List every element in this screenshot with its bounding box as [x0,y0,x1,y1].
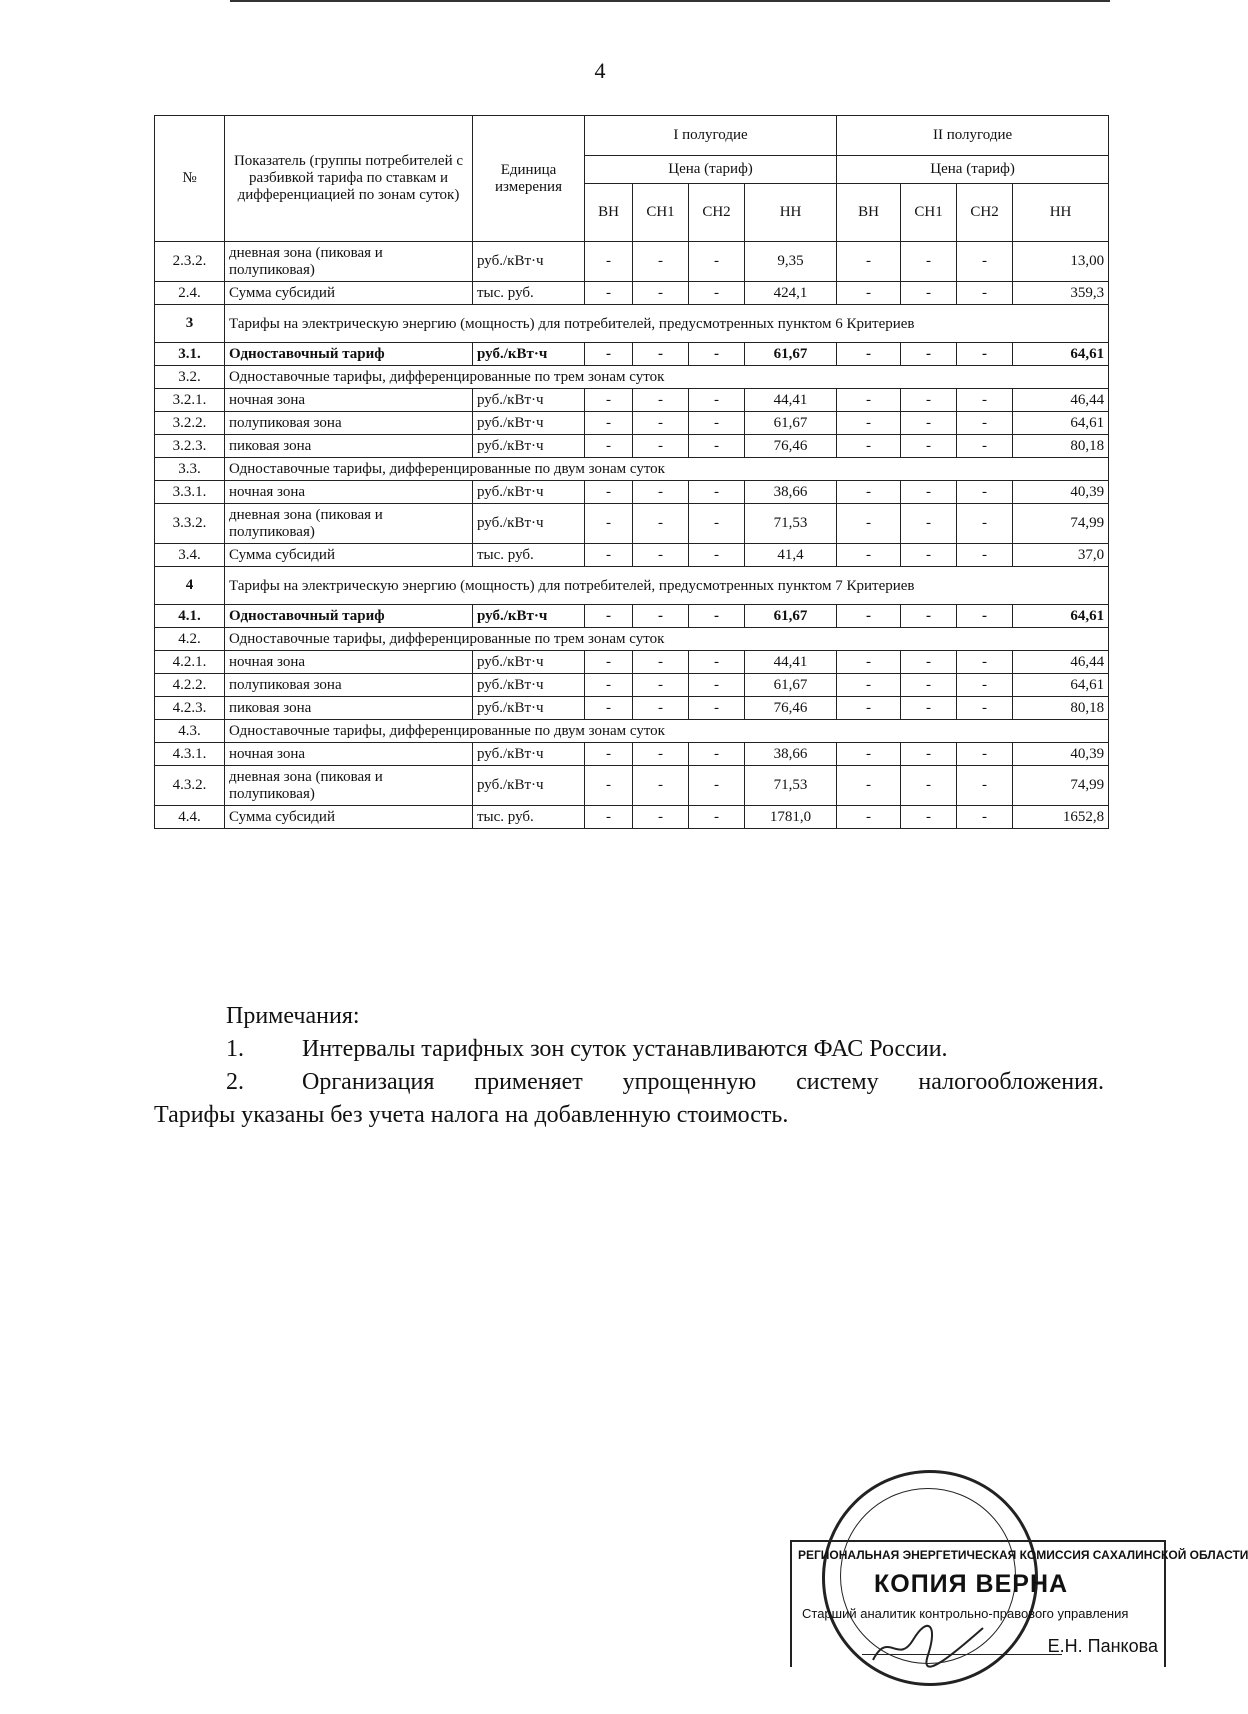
row-unit: руб./кВт·ч [473,435,585,458]
h1-value: - [585,412,633,435]
row-name: Сумма субсидий [225,806,473,829]
h2-value: - [957,242,1013,282]
h2-value-nn: 40,39 [1013,743,1109,766]
h2-value-nn: 46,44 [1013,651,1109,674]
h1-value-nn: 76,46 [745,435,837,458]
h1-value-nn: 61,67 [745,674,837,697]
h2-value: - [957,282,1013,305]
h2-value-nn: 359,3 [1013,282,1109,305]
h2-value: - [957,343,1013,366]
h2-value: - [957,435,1013,458]
group-title: Одноставочные тарифы, дифференцированные по трем зонам суток [225,366,1109,389]
table-row [155,567,1109,605]
row-number: 3.2.3. [155,435,225,458]
row-number: 3.2. [155,366,225,389]
h2-value-nn: 46,44 [1013,389,1109,412]
h2-value-nn: 74,99 [1013,766,1109,806]
row-number: 3.3. [155,458,225,481]
h1-value: - [633,343,689,366]
h2-value: - [837,697,901,720]
row-unit: руб./кВт·ч [473,651,585,674]
h1-value: - [689,504,745,544]
h1-value: - [689,343,745,366]
note-text: Организация применяет упрощенную систему налогообложения. [302,1069,1104,1095]
h1-value: - [585,674,633,697]
h1-value: - [689,697,745,720]
h2-value: - [901,504,957,544]
row-number: 4 [155,567,225,605]
h1-value-nn: 38,66 [745,481,837,504]
table-row [155,282,1109,305]
h2-value: - [837,389,901,412]
h1-value: - [689,282,745,305]
table-row [155,435,1109,458]
h1-value: - [633,766,689,806]
h2-value: - [957,766,1013,806]
h1-value: - [689,674,745,697]
h2-value: - [901,806,957,829]
h1-value: - [633,544,689,567]
group-title: Одноставочные тарифы, дифференцированные по двум зонам суток [225,458,1109,481]
group-title: Одноставочные тарифы, дифференцированные по трем зонам суток [225,628,1109,651]
h2-value: - [837,504,901,544]
page-number: 4 [594,58,606,83]
row-name: полупиковая зона [225,412,473,435]
certification-stamp [782,1450,1248,1680]
row-number: 4.2.1. [155,651,225,674]
h2-value: - [957,544,1013,567]
h2-value-nn: 64,61 [1013,674,1109,697]
h2-value: - [901,435,957,458]
h2-value: - [837,435,901,458]
header-level: СН2 [957,184,1013,242]
row-name: дневная зона (пиковая и полупиковая) [225,766,473,806]
h2-value: - [901,743,957,766]
h1-value-nn: 1781,0 [745,806,837,829]
row-name: ночная зона [225,481,473,504]
h2-value: - [901,389,957,412]
h1-value: - [689,412,745,435]
h2-value-nn: 64,61 [1013,605,1109,628]
header-price-2: Цена (тариф) [837,156,1109,184]
h1-value: - [585,806,633,829]
h2-value: - [957,481,1013,504]
row-number: 2.4. [155,282,225,305]
h1-value: - [585,504,633,544]
h1-value-nn: 61,67 [745,343,837,366]
h2-value: - [901,651,957,674]
h1-value: - [585,242,633,282]
note-item [154,1033,1104,1066]
h2-value: - [837,605,901,628]
h2-value: - [837,743,901,766]
row-number: 4.4. [155,806,225,829]
row-unit: руб./кВт·ч [473,481,585,504]
section-title: Тарифы на электрическую энергию (мощность) для потребителей, предусмотренных пунктом 7 Критериев [225,567,1109,605]
h2-value: - [957,674,1013,697]
h2-value: - [901,412,957,435]
table-row [155,766,1109,806]
row-number: 3.4. [155,544,225,567]
h2-value-nn: 13,00 [1013,242,1109,282]
h1-value: - [585,435,633,458]
row-name: пиковая зона [225,697,473,720]
h1-value: - [633,389,689,412]
h1-value: - [689,389,745,412]
h1-value-nn: 424,1 [745,282,837,305]
notes [154,1000,1104,1132]
h2-value: - [837,766,901,806]
h1-value-nn: 44,41 [745,389,837,412]
table-row [155,412,1109,435]
header-level: НН [1013,184,1109,242]
row-unit: руб./кВт·ч [473,605,585,628]
h1-value: - [633,242,689,282]
h1-value: - [633,697,689,720]
h1-value-nn: 76,46 [745,697,837,720]
h1-value-nn: 44,41 [745,651,837,674]
h2-value-nn: 74,99 [1013,504,1109,544]
h2-value: - [901,697,957,720]
row-name: Сумма субсидий [225,282,473,305]
h2-value-nn: 64,61 [1013,412,1109,435]
h2-value: - [957,389,1013,412]
table-row [155,458,1109,481]
table-row [155,366,1109,389]
h2-value: - [957,605,1013,628]
h1-value: - [689,766,745,806]
table-row [155,504,1109,544]
stamp-title: КОПИЯ ВЕРНА [874,1570,1069,1598]
row-name: дневная зона (пиковая и полупиковая) [225,242,473,282]
group-title: Одноставочные тарифы, дифференцированные по двум зонам суток [225,720,1109,743]
h1-value-nn: 61,67 [745,412,837,435]
header-unit: Единица измерения [473,116,585,242]
table-row [155,305,1109,343]
h2-value: - [901,481,957,504]
h1-value: - [633,674,689,697]
stamp-signer: Е.Н. Панкова [1047,1636,1158,1656]
row-unit: тыс. руб. [473,806,585,829]
row-number: 4.3. [155,720,225,743]
note-item [154,1066,1104,1099]
row-number: 3.2.1. [155,389,225,412]
row-name: ночная зона [225,651,473,674]
row-unit: руб./кВт·ч [473,343,585,366]
header-half2: II полугодие [837,116,1109,156]
h1-value-nn: 71,53 [745,504,837,544]
top-border-line [230,0,1110,2]
h2-value: - [901,544,957,567]
header-level: СН2 [689,184,745,242]
h2-value-nn: 40,39 [1013,481,1109,504]
table-row [155,743,1109,766]
h2-value: - [837,242,901,282]
row-unit: руб./кВт·ч [473,412,585,435]
h1-value: - [585,766,633,806]
header-level: НН [745,184,837,242]
row-name: дневная зона (пиковая и полупиковая) [225,504,473,544]
h1-value: - [689,651,745,674]
stamp-position: Старший аналитик контрольно-правового управления [802,1606,1129,1621]
row-unit: руб./кВт·ч [473,697,585,720]
h1-value: - [633,282,689,305]
row-number: 3 [155,305,225,343]
h1-value-nn: 41,4 [745,544,837,567]
section-title: Тарифы на электрическую энергию (мощность) для потребителей, предусмотренных пунктом 6 Критериев [225,305,1109,343]
row-unit: тыс. руб. [473,544,585,567]
header-level: ВН [837,184,901,242]
row-unit: руб./кВт·ч [473,743,585,766]
row-number: 3.1. [155,343,225,366]
header-indicator: Показатель (группы потребителей с разбивкой тарифа по ставкам и дифференциацией по зонам суток) [225,116,473,242]
h1-value: - [585,697,633,720]
h1-value: - [585,651,633,674]
row-unit: руб./кВт·ч [473,674,585,697]
h1-value: - [585,743,633,766]
stamp-org: РЕГИОНАЛЬНАЯ ЭНЕРГЕТИЧЕСКАЯ КОМИССИЯ САХАЛИНСКОЙ ОБЛАСТИ [798,1548,1248,1562]
h2-value: - [837,674,901,697]
header-price-1: Цена (тариф) [585,156,837,184]
table-row [155,697,1109,720]
h2-value: - [957,412,1013,435]
h1-value: - [689,743,745,766]
h1-value: - [585,343,633,366]
h1-value: - [585,282,633,305]
h2-value: - [837,544,901,567]
header-half1: I полугодие [585,116,837,156]
h1-value: - [689,242,745,282]
h1-value: - [689,605,745,628]
h2-value: - [957,697,1013,720]
h2-value: - [901,242,957,282]
h2-value: - [837,481,901,504]
h2-value: - [957,743,1013,766]
h2-value: - [901,282,957,305]
row-number: 4.3.1. [155,743,225,766]
row-name: полупиковая зона [225,674,473,697]
h1-value: - [585,389,633,412]
row-number: 3.3.1. [155,481,225,504]
row-number: 4.1. [155,605,225,628]
row-name: Одноставочный тариф [225,343,473,366]
row-unit: руб./кВт·ч [473,504,585,544]
table-row [155,343,1109,366]
h2-value: - [957,651,1013,674]
signature-icon [868,1620,988,1670]
table-body [155,242,1109,829]
h2-value-nn: 80,18 [1013,435,1109,458]
row-number: 3.3.2. [155,504,225,544]
h2-value: - [901,674,957,697]
h1-value-nn: 71,53 [745,766,837,806]
tariff-table [154,115,1109,829]
h1-value: - [633,743,689,766]
table-row [155,242,1109,282]
h1-value: - [689,806,745,829]
h1-value-nn: 38,66 [745,743,837,766]
h1-value: - [633,605,689,628]
table-row [155,481,1109,504]
table-row [155,806,1109,829]
table-row [155,674,1109,697]
table-row [155,651,1109,674]
h2-value-nn: 1652,8 [1013,806,1109,829]
h2-value: - [837,651,901,674]
row-unit: тыс. руб. [473,282,585,305]
row-unit: руб./кВт·ч [473,389,585,412]
notes-heading: Примечания: [226,1003,360,1029]
h1-value: - [633,435,689,458]
h2-value: - [957,806,1013,829]
h1-value: - [633,412,689,435]
row-number: 4.3.2. [155,766,225,806]
h2-value: - [837,412,901,435]
header-level: ВН [585,184,633,242]
h2-value: - [901,343,957,366]
note-number: 1. [226,1036,244,1062]
h1-value: - [689,481,745,504]
h1-value: - [585,544,633,567]
h2-value: - [837,806,901,829]
header-level: СН1 [901,184,957,242]
h1-value: - [689,435,745,458]
h1-value: - [689,544,745,567]
h2-value: - [837,343,901,366]
h1-value: - [633,651,689,674]
header-num: № [155,116,225,242]
row-number: 4.2. [155,628,225,651]
row-unit: руб./кВт·ч [473,242,585,282]
note-text: Интервалы тарифных зон суток устанавливаются ФАС России. [302,1036,948,1062]
h1-value-nn: 9,35 [745,242,837,282]
h2-value-nn: 80,18 [1013,697,1109,720]
table-row [155,628,1109,651]
row-number: 4.2.3. [155,697,225,720]
row-name: Одноставочный тариф [225,605,473,628]
row-name: ночная зона [225,389,473,412]
table-row [155,544,1109,567]
table-row [155,605,1109,628]
row-unit: руб./кВт·ч [473,766,585,806]
note-continuation: Тарифы указаны без учета налога на добавленную стоимость. [154,1102,789,1128]
h2-value: - [837,282,901,305]
row-name: Сумма субсидий [225,544,473,567]
header-level: СН1 [633,184,689,242]
h2-value: - [901,766,957,806]
h2-value: - [901,605,957,628]
row-number: 4.2.2. [155,674,225,697]
h1-value: - [633,504,689,544]
h2-value-nn: 37,0 [1013,544,1109,567]
h1-value-nn: 61,67 [745,605,837,628]
h1-value: - [585,605,633,628]
row-name: пиковая зона [225,435,473,458]
h1-value: - [633,806,689,829]
row-number: 3.2.2. [155,412,225,435]
row-name: ночная зона [225,743,473,766]
h1-value: - [585,481,633,504]
h2-value-nn: 64,61 [1013,343,1109,366]
table-row [155,720,1109,743]
h1-value: - [633,481,689,504]
note-number: 2. [226,1069,244,1095]
table-row [155,389,1109,412]
row-number: 2.3.2. [155,242,225,282]
h2-value: - [957,504,1013,544]
